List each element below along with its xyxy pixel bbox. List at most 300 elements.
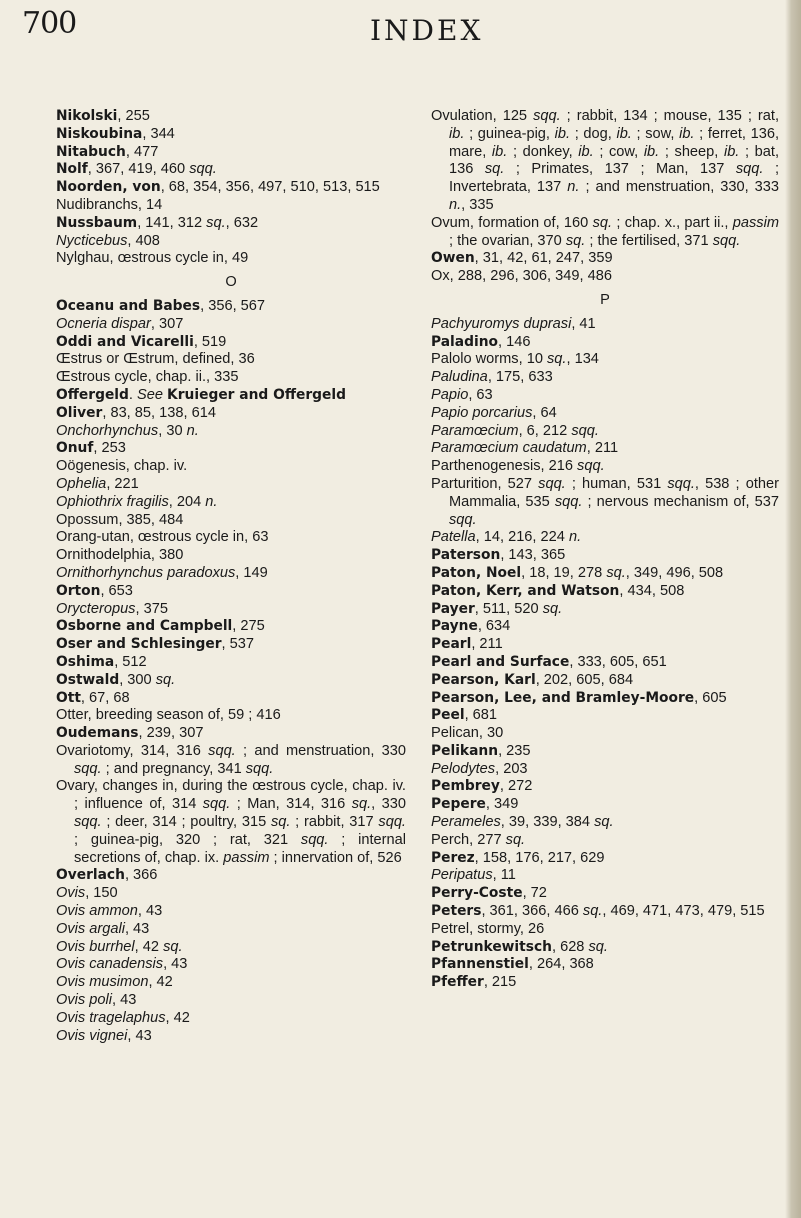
entry-author: Pearson, Karl <box>431 671 536 688</box>
entry-italic: sq. <box>270 814 291 831</box>
index-entry <box>56 725 406 743</box>
entry-text: Nylghau, œstrous cycle in, 49 <box>56 250 249 267</box>
entry-text: Orang-utan, œstrous cycle in, 63 <box>56 529 269 546</box>
index-entry <box>431 351 779 369</box>
entry-text: ; Man, 314, 316 <box>230 796 352 813</box>
entry-author: Paton, Noel <box>431 564 522 581</box>
index-entry <box>56 636 406 654</box>
entry-text: , 239, 307 <box>138 725 204 742</box>
index-entry <box>431 458 779 476</box>
entry-italic: sq. <box>588 938 608 955</box>
entry-author: Perez <box>431 849 475 866</box>
entry-text: , 272 <box>499 778 533 795</box>
entry-text: Palolo worms, 10 <box>431 351 547 368</box>
index-entry <box>431 250 779 268</box>
entry-text: , 375 <box>135 600 168 617</box>
entry-text: , 511, 520 <box>474 600 543 617</box>
entry-text: , 253 <box>93 440 126 457</box>
entry-italic: sq. <box>606 564 626 581</box>
entry-italic: sq. <box>505 831 526 848</box>
index-entry <box>56 672 406 690</box>
entry-text: ; donkey, <box>507 143 579 160</box>
entry-text: ; rabbit, 134 ; mouse, 135 ; rat, <box>560 108 779 124</box>
entry-text: , 11 <box>492 867 516 884</box>
entry-italic: n. <box>186 422 199 439</box>
entry-text: , 42 <box>134 938 164 955</box>
entry-author: Oddi and Vicarelli <box>56 333 194 350</box>
entry-author: Paton, Kerr, and Watson <box>431 582 620 599</box>
entry-text: , 63 <box>468 386 493 403</box>
index-entry <box>431 690 779 708</box>
entry-italic: sqq. <box>577 458 605 475</box>
entry-text: , 349 <box>485 796 519 813</box>
entry-text: Œstrous cycle, chap. ii., 335 <box>56 369 239 386</box>
entry-italic: sq. <box>206 214 226 231</box>
entry-text: , 68, 354, 356, 497, 510, 513, 515 <box>160 179 380 196</box>
entry-text: ; nervous mechanism of, 537 <box>582 493 779 510</box>
entry-text: Parthenogenesis, 216 <box>431 458 578 475</box>
entry-text: , 408 <box>127 232 160 249</box>
entry-italic: ib. <box>578 143 594 160</box>
entry-text: , 215 <box>483 974 517 991</box>
entry-author: Oser and Schlesinger <box>56 636 222 653</box>
entry-text: , 41 <box>571 315 596 332</box>
entry-text: , 42 <box>165 1009 190 1026</box>
entry-italic: sqq. <box>667 475 695 492</box>
index-entry <box>431 778 779 796</box>
entry-author: Pearl and Surface <box>431 653 570 670</box>
entry-author: Pfannenstiel <box>431 956 529 973</box>
entry-italic: Perameles <box>431 814 501 831</box>
entry-italic: ib. <box>491 143 508 160</box>
entry-text: , 653 <box>100 582 133 599</box>
entry-text: , 67, 68 <box>80 689 130 706</box>
entry-text: Petrel, stormy, 26 <box>431 920 545 937</box>
index-entry <box>431 867 779 885</box>
entry-text: , 477 <box>125 143 159 160</box>
index-entry <box>56 494 406 512</box>
index-entry <box>431 618 779 636</box>
index-entry <box>56 458 406 476</box>
index-entry <box>431 850 779 868</box>
index-entry <box>431 832 779 850</box>
entry-italic: Nycticebus <box>56 232 128 249</box>
entry-text: Perch, 277 <box>431 831 506 848</box>
entry-text: , 211 <box>471 636 503 653</box>
entry-text: , 39, 339, 384 <box>500 814 595 831</box>
index-entry <box>56 215 406 233</box>
entry-italic: Ophiothrix fragilis <box>56 493 169 510</box>
entry-text: , 143, 365 <box>500 547 566 564</box>
entry-italic: Papio <box>431 386 469 403</box>
index-entry <box>56 565 406 583</box>
index-entry <box>56 601 406 619</box>
entry-text: . <box>128 386 138 403</box>
entry-italic: Patella <box>431 529 476 546</box>
index-entry <box>56 423 406 441</box>
entry-text: , 634 <box>477 618 511 635</box>
entry-text: ; the fertilised, 371 <box>585 232 713 249</box>
entry-text: , 235 <box>498 742 531 759</box>
entry-author: Nolf <box>56 161 88 178</box>
index-entry <box>56 197 406 215</box>
entry-text: Ox, 288, 296, 306, 349, 486 <box>431 268 612 285</box>
index-entry <box>431 636 779 654</box>
index-entry <box>431 583 779 601</box>
entry-italic: ib. <box>643 143 660 160</box>
index-entry <box>56 618 406 636</box>
entry-text: ; Invertebrata, 137 <box>449 161 780 196</box>
entry-text: , 204 <box>168 493 206 510</box>
entry-author: Owen <box>431 250 475 267</box>
entry-text: Ovariotomy, 314, 316 <box>56 742 209 759</box>
entry-italic: Ovis vignei <box>56 1027 128 1044</box>
entry-italic: n. <box>567 179 580 196</box>
entry-text: ; innervation of, 526 <box>269 849 402 866</box>
entry-italic: ib. <box>723 143 740 160</box>
entry-italic: sqq. <box>554 493 583 510</box>
entry-text: ; cow, <box>593 143 644 160</box>
entry-text: , 519 <box>193 333 227 350</box>
entry-text: ; guinea-pig, <box>464 125 555 142</box>
index-entry <box>56 144 406 162</box>
entry-italic: ib. <box>449 125 465 142</box>
entry-text: , 72 <box>522 885 547 902</box>
entry-italic: Pachyuromys duprasi <box>431 315 572 332</box>
index-entry <box>56 233 406 251</box>
entry-text: , 275 <box>232 618 265 635</box>
entry-text: , 605 <box>694 689 727 706</box>
entry-author: Nitabuch <box>56 143 126 160</box>
index-entry <box>431 405 779 423</box>
index-entry <box>56 250 406 268</box>
entry-italic: sqq. <box>533 108 561 124</box>
entry-author: Ott <box>56 689 81 706</box>
index-entry <box>56 885 406 903</box>
entry-italic: sqq. <box>245 760 274 777</box>
entry-text: Ovum, formation of, 160 <box>431 214 593 231</box>
index-entry <box>56 387 406 405</box>
entry-author: Pembrey <box>431 778 500 795</box>
index-column-left <box>56 108 406 1045</box>
entry-italic: sq. <box>565 232 586 249</box>
index-entry <box>56 316 406 334</box>
entry-author: Peters <box>431 903 482 920</box>
entry-text: , 434, 508 <box>619 582 685 599</box>
entry-text: , 203 <box>495 760 528 777</box>
entry-text: ; chap. x., part ii., <box>612 214 733 231</box>
entry-text: , 330 <box>371 796 406 813</box>
index-entry <box>56 1028 406 1046</box>
entry-text: Otter, breeding season of, 59 ; 416 <box>56 707 281 724</box>
entry-text: ; Primates, 137 ; Man, 137 <box>504 161 736 178</box>
entry-text: , 537 <box>221 636 255 653</box>
index-entry <box>431 387 779 405</box>
index-entry <box>56 956 406 974</box>
entry-text: ; and pregnancy, 341 <box>101 760 246 777</box>
index-entry <box>56 903 406 921</box>
entry-author: Orton <box>56 582 101 599</box>
index-entry <box>431 268 779 286</box>
entry-author: Overlach <box>56 867 125 884</box>
index-entry <box>56 476 406 494</box>
entry-italic: sqq. <box>449 511 477 528</box>
entry-text: Nudibranchs, 14 <box>56 196 163 213</box>
index-entry <box>56 512 406 530</box>
entry-text: ; guinea-pig, 320 ; rat, 321 <box>74 831 301 848</box>
entry-author: Niskoubina <box>56 125 143 142</box>
entry-author: Petrunkewitsch <box>431 938 552 955</box>
index-entry <box>56 921 406 939</box>
index-entry <box>431 334 779 352</box>
index-entry <box>431 743 779 761</box>
entry-italic: sqq. <box>300 831 329 848</box>
entry-author: Paterson <box>431 547 501 564</box>
entry-author: Onuf <box>56 440 94 457</box>
index-entry <box>56 334 406 352</box>
entry-italic: sq. <box>582 903 603 920</box>
entry-text: , 42 <box>148 974 173 991</box>
entry-text: , 150 <box>85 885 118 902</box>
index-column-right <box>431 108 779 992</box>
index-entry <box>56 654 406 672</box>
entry-author: Pearson, Lee, and Bramley-Moore <box>431 689 695 706</box>
entry-italic: Paludina <box>431 369 488 386</box>
index-entry <box>56 743 406 779</box>
entry-italic: sqq. <box>208 742 236 759</box>
entry-author: Oudemans <box>56 725 139 742</box>
section-letter: P <box>600 291 610 308</box>
entry-text: , 141, 312 <box>137 214 207 231</box>
entry-italic: sq. <box>484 161 505 178</box>
entry-text: , 349, 496, 508 <box>625 564 724 581</box>
entry-author: Osborne and Campbell <box>56 618 233 635</box>
index-entry <box>431 529 779 547</box>
entry-text: , 333, 605, 651 <box>569 653 667 670</box>
entry-italic: Ovis tragelaphus <box>56 1009 166 1026</box>
entry-author: Offergeld <box>56 386 129 403</box>
entry-author: Nussbaum <box>56 214 138 231</box>
entry-text: ; rabbit, 317 <box>290 814 379 831</box>
index-entry <box>56 939 406 957</box>
entry-text: , 307 <box>150 315 184 332</box>
entry-italic: Ovis burrhel <box>56 938 135 955</box>
entry-author: Peel <box>431 707 465 724</box>
entry-italic: Ovis musimon <box>56 974 149 991</box>
entry-text: ; and menstruation, 330, 333 <box>579 179 779 196</box>
index-entry <box>56 529 406 547</box>
index-entry <box>56 1010 406 1028</box>
page-number: 700 <box>22 6 77 41</box>
page-title: INDEX <box>370 14 484 47</box>
entry-text: Ornithodelphia, 380 <box>56 547 184 564</box>
entry-italic: sqq. <box>538 475 566 492</box>
entry-author: Payer <box>431 600 475 617</box>
index-entry <box>431 725 779 743</box>
entry-author: Perry-Coste <box>431 885 523 902</box>
index-entry <box>431 974 779 992</box>
entry-italic: Pelodytes <box>431 760 496 777</box>
entry-author: Nikolski <box>56 108 118 124</box>
entry-text: , 83, 85, 138, 614 <box>102 404 216 421</box>
entry-italic: sq. <box>351 796 372 813</box>
entry-author: Noorden, von <box>56 179 161 196</box>
entry-text: ; sheep, <box>659 143 724 160</box>
entry-text: , 64 <box>532 404 557 421</box>
entry-text: , 344 <box>142 125 175 142</box>
entry-text: , 158, 176, 217, 629 <box>474 849 605 866</box>
page-edge <box>785 0 801 1218</box>
entry-text: , 512 <box>114 653 147 670</box>
entry-text: , 221 <box>106 475 139 492</box>
index-entry <box>56 108 406 126</box>
entry-text: Oögenesis, chap. iv. <box>56 458 188 475</box>
entry-italic: ib. <box>554 125 571 142</box>
index-entry <box>56 369 406 387</box>
index-entry <box>56 690 406 708</box>
entry-author: Pearl <box>431 636 472 653</box>
entry-text: , 367, 419, 460 <box>87 161 190 178</box>
entry-italic: sqq. <box>712 232 741 249</box>
entry-italic: ib. <box>616 125 632 142</box>
entry-text: , 255 <box>117 108 150 124</box>
index-entry <box>56 126 406 144</box>
entry-text: , 146 <box>498 333 531 350</box>
index-entry <box>431 885 779 903</box>
entry-text: , 356, 567 <box>200 297 266 314</box>
entry-author: Paladino <box>431 333 498 350</box>
index-entry <box>431 939 779 957</box>
entry-italic: ib. <box>679 125 695 142</box>
entry-italic: sq. <box>155 671 176 688</box>
index-entry <box>431 601 779 619</box>
entry-text: , 211 <box>586 440 619 457</box>
entry-author: Oceanu and Babes <box>56 297 201 314</box>
index-entry <box>431 707 779 725</box>
entry-italic: Orycteropus <box>56 600 136 617</box>
entry-italic: Ophelia <box>56 475 107 492</box>
entry-italic: sqq. <box>571 422 599 439</box>
index-entry <box>431 921 779 939</box>
entry-text: Ovulation, 125 <box>431 108 534 124</box>
index-entry <box>56 179 406 197</box>
entry-text: , 632 <box>225 214 259 231</box>
entry-text: , 202, 605, 684 <box>535 671 634 688</box>
index-entry <box>56 974 406 992</box>
entry-text: , 14, 216, 224 <box>475 529 569 546</box>
entry-text: ; dog, <box>570 125 617 142</box>
index-entry <box>431 814 779 832</box>
entry-italic: Ovis poli <box>56 992 112 1009</box>
index-entry <box>431 956 779 974</box>
index-entry <box>56 867 406 885</box>
index-entry <box>56 583 406 601</box>
entry-text: ; bat, 136 <box>449 143 780 178</box>
entry-text: , 43 <box>124 920 150 937</box>
index-entry <box>431 316 779 334</box>
index-entry <box>56 405 406 423</box>
index-entry <box>431 761 779 779</box>
entry-text: ; deer, 314 ; poultry, 315 <box>101 814 271 831</box>
entry-italic: Ovis canadensis <box>56 956 164 973</box>
entry-italic: sq. <box>592 214 613 231</box>
entry-text: , 31, 42, 61, 247, 359 <box>474 250 613 267</box>
entry-text: , 6, 212 <box>518 422 572 439</box>
entry-italic: sqq. <box>378 814 406 831</box>
index-entry <box>431 672 779 690</box>
index-entry <box>56 707 406 725</box>
index-entry <box>431 654 779 672</box>
entry-italic: sqq. <box>74 814 102 831</box>
entry-italic: sq. <box>547 351 567 368</box>
entry-text: Ovary, changes in, during the œstrous cycle, chap. iv. ; influence of, 314 <box>56 778 406 813</box>
entry-text: Parturition, 527 <box>431 475 539 492</box>
entry-author: Pepere <box>431 796 486 813</box>
entry-italic: Peripatus <box>431 867 493 884</box>
entry-text: ; the ovarian, 370 <box>449 232 566 249</box>
entry-author: Kruieger and Offergeld <box>167 386 347 403</box>
entry-italic: passim <box>223 849 270 866</box>
index-entry <box>431 547 779 565</box>
index-entry <box>56 440 406 458</box>
entry-italic: Ocneria dispar <box>56 315 151 332</box>
entry-text: ; internal secretions of, chap. ix. <box>74 831 406 866</box>
entry-text: , 149 <box>235 564 268 581</box>
index-entry <box>56 778 406 867</box>
index-entry <box>431 903 779 921</box>
entry-text: , 43 <box>137 903 163 920</box>
entry-italic: sq. <box>594 814 614 831</box>
entry-text: , 30 <box>158 422 187 439</box>
entry-text: , 43 <box>127 1027 152 1044</box>
index-entry <box>431 565 779 583</box>
entry-author: Oshima <box>56 653 115 670</box>
entry-italic: passim <box>732 214 779 231</box>
entry-italic: sq. <box>542 600 563 617</box>
entry-italic: See <box>137 386 163 403</box>
entry-italic: sqq. <box>74 760 102 777</box>
entry-author: Payne <box>431 618 478 635</box>
entry-italic: Ornithorhynchus paradoxus <box>56 564 236 581</box>
index-entry <box>56 351 406 369</box>
entry-italic: sqq. <box>202 796 231 813</box>
index-entry <box>431 440 779 458</box>
entry-italic: sqq. <box>189 161 217 178</box>
entry-text: , 300 <box>119 671 156 688</box>
entry-italic: Ovis argali <box>56 920 125 937</box>
entry-italic: Paramœcium caudatum <box>431 440 587 457</box>
entry-text: , 469, 471, 473, 479, 515 <box>602 903 765 920</box>
entry-text: , 175, 633 <box>487 369 553 386</box>
entry-text: Opossum, 385, 484 <box>56 511 184 528</box>
entry-text: Pelican, 30 <box>431 725 504 742</box>
entry-text: , 361, 366, 466 <box>481 903 583 920</box>
section-letter: O <box>225 274 237 291</box>
entry-author: Oliver <box>56 404 103 421</box>
entry-text: ; sow, <box>631 125 680 142</box>
index-entry <box>431 796 779 814</box>
index-entry <box>56 161 406 179</box>
entry-text: Œstrus or Œstrum, defined, 36 <box>56 351 255 368</box>
index-entry <box>431 215 779 251</box>
index-entry <box>56 298 406 316</box>
entry-text: , 134 <box>566 351 599 368</box>
entry-text: , 43 <box>163 956 188 973</box>
index-entry <box>431 369 779 387</box>
entry-italic: Onchorhynchus <box>56 422 159 439</box>
entry-text: ; and menstruation, 330 <box>235 742 407 759</box>
entry-text: , 538 ; other Mammalia, 535 <box>449 475 779 510</box>
